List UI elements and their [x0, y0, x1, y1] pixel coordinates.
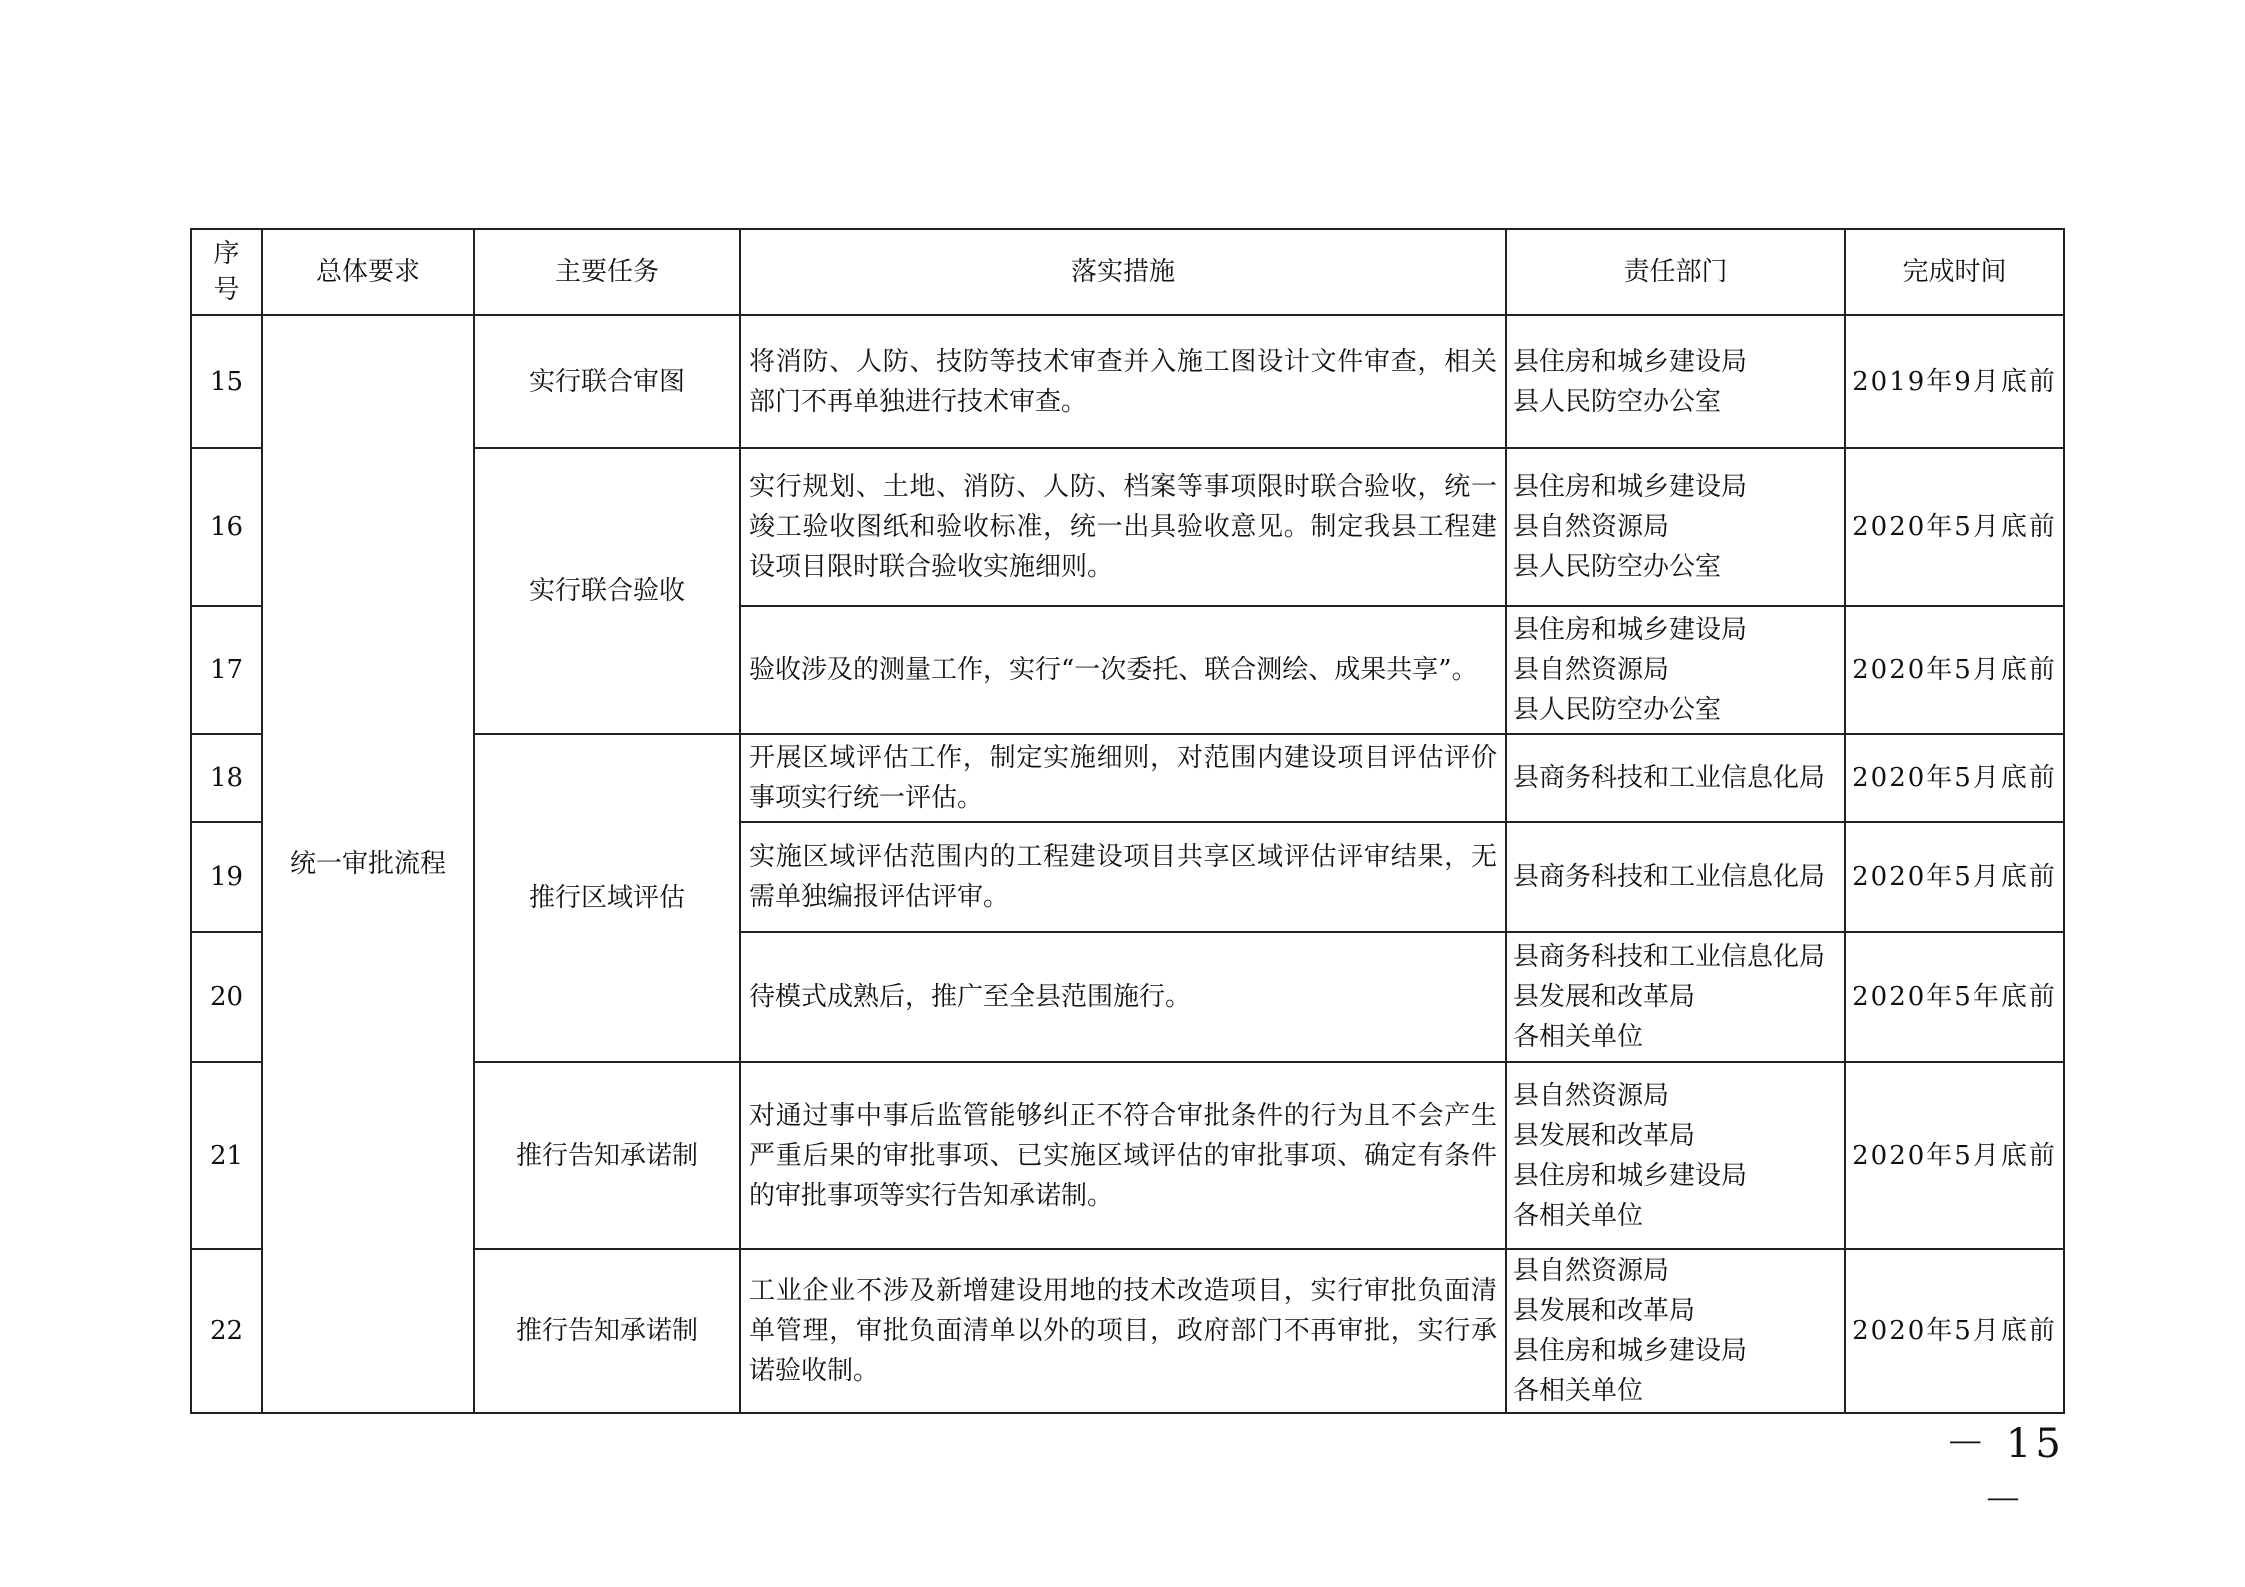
department-line: 县人民防空办公室	[1513, 386, 1722, 417]
measure-cell: 工业企业不涉及新增建设用地的技术改造项目，实行审批负面清单管理，审批负面清单以外的项目，政府部门不再审批，实行承诺验收制。	[740, 1249, 1506, 1413]
department-line: 县人民防空办公室	[1513, 552, 1722, 582]
page-number: － 15 －	[1945, 1421, 2065, 1524]
department-line: 县住房和城乡建设局	[1513, 472, 1748, 502]
deadline-cell: 2020年5年底前	[1845, 932, 2064, 1062]
measure-cell: 将消防、人防、技防等技术审查并入施工图设计文件审查，相关部门不再单独进行技术审查。	[740, 315, 1506, 448]
header-seq-line1: 序	[213, 239, 240, 269]
department-line: 县商务科技和工业信息化局	[1513, 862, 1826, 892]
row-seq: 20	[191, 932, 262, 1062]
department-line: 县发展和改革局	[1513, 982, 1696, 1012]
department-line: 县自然资源局	[1513, 1256, 1670, 1286]
department-cell	[1506, 932, 1845, 1062]
row-seq: 15	[191, 315, 262, 448]
deadline-cell: 2020年5月底前	[1845, 734, 2064, 822]
policy-table	[190, 228, 2065, 1414]
task-cell: 推行区域评估	[474, 734, 740, 1062]
department-line: 县自然资源局	[1513, 512, 1670, 542]
header-row	[191, 229, 2064, 315]
department-cell	[1506, 606, 1845, 734]
header-seq-line2: 号	[213, 275, 240, 305]
measure-cell: 实施区域评估范围内的工程建设项目共享区域评估评审结果，无需单独编报评估评审。	[740, 822, 1506, 932]
department-line: 县商务科技和工业信息化局	[1513, 763, 1826, 793]
measure-cell: 待模式成熟后，推广至全县范围施行。	[740, 932, 1506, 1062]
deadline-cell: 2019年9月底前	[1845, 315, 2064, 448]
header-seq	[191, 229, 262, 315]
table-row	[191, 315, 2064, 448]
department-line: 县发展和改革局	[1513, 1120, 1696, 1151]
department-line: 县自然资源局	[1513, 655, 1670, 685]
deadline-cell: 2020年5月底前	[1845, 1062, 2064, 1249]
department-line: 县商务科技和工业信息化局	[1513, 942, 1826, 972]
department-line: 县人民防空办公室	[1513, 695, 1722, 725]
header-task: 主要任务	[474, 229, 740, 315]
deadline-cell: 2020年5月底前	[1845, 606, 2064, 734]
department-line: 县住房和城乡建设局	[1513, 1336, 1748, 1366]
row-seq: 22	[191, 1249, 262, 1413]
row-seq: 17	[191, 606, 262, 734]
department-line: 县住房和城乡建设局	[1513, 1160, 1748, 1191]
task-cell: 实行联合审图	[474, 315, 740, 448]
row-seq: 19	[191, 822, 262, 932]
department-cell	[1506, 448, 1845, 606]
header-requirement: 总体要求	[262, 229, 474, 315]
department-line: 县住房和城乡建设局	[1513, 615, 1748, 645]
measure-cell: 对通过事中事后监管能够纠正不符合审批条件的行为且不会产生严重后果的审批事项、已实施区域评估的审批事项、确定有条件的审批事项等实行告知承诺制。	[740, 1062, 1506, 1249]
header-measure: 落实措施	[740, 229, 1506, 315]
header-department: 责任部门	[1506, 229, 1845, 315]
department-cell	[1506, 1249, 1845, 1413]
measure-cell: 实行规划、土地、消防、人防、档案等事项限时联合验收，统一竣工验收图纸和验收标准，统一出具验收意见。制定我县工程建设项目限时联合验收实施细则。	[740, 448, 1506, 606]
row-seq: 16	[191, 448, 262, 606]
department-cell	[1506, 822, 1845, 932]
deadline-cell: 2020年5月底前	[1845, 448, 2064, 606]
task-cell: 推行告知承诺制	[474, 1062, 740, 1249]
department-line: 各相关单位	[1513, 1376, 1644, 1406]
task-cell: 推行告知承诺制	[474, 1249, 740, 1413]
row-seq: 18	[191, 734, 262, 822]
department-cell	[1506, 734, 1845, 822]
department-cell	[1506, 315, 1845, 448]
measure-cell: 开展区域评估工作，制定实施细则，对范围内建设项目评估评价事项实行统一评估。	[740, 734, 1506, 822]
deadline-cell: 2020年5月底前	[1845, 822, 2064, 932]
row-seq: 21	[191, 1062, 262, 1249]
department-cell	[1506, 1062, 1845, 1249]
measure-cell: 验收涉及的测量工作，实行“一次委托、联合测绘、成果共享”。	[740, 606, 1506, 734]
department-line: 各相关单位	[1513, 1200, 1644, 1231]
header-deadline: 完成时间	[1845, 229, 2064, 315]
department-line: 县发展和改革局	[1513, 1296, 1696, 1326]
deadline-cell: 2020年5月底前	[1845, 1249, 2064, 1413]
requirement-cell: 统一审批流程	[262, 315, 474, 1413]
department-line: 县自然资源局	[1513, 1080, 1670, 1111]
department-line: 各相关单位	[1513, 1022, 1644, 1052]
department-line: 县住房和城乡建设局	[1513, 346, 1748, 377]
task-cell: 实行联合验收	[474, 448, 740, 734]
